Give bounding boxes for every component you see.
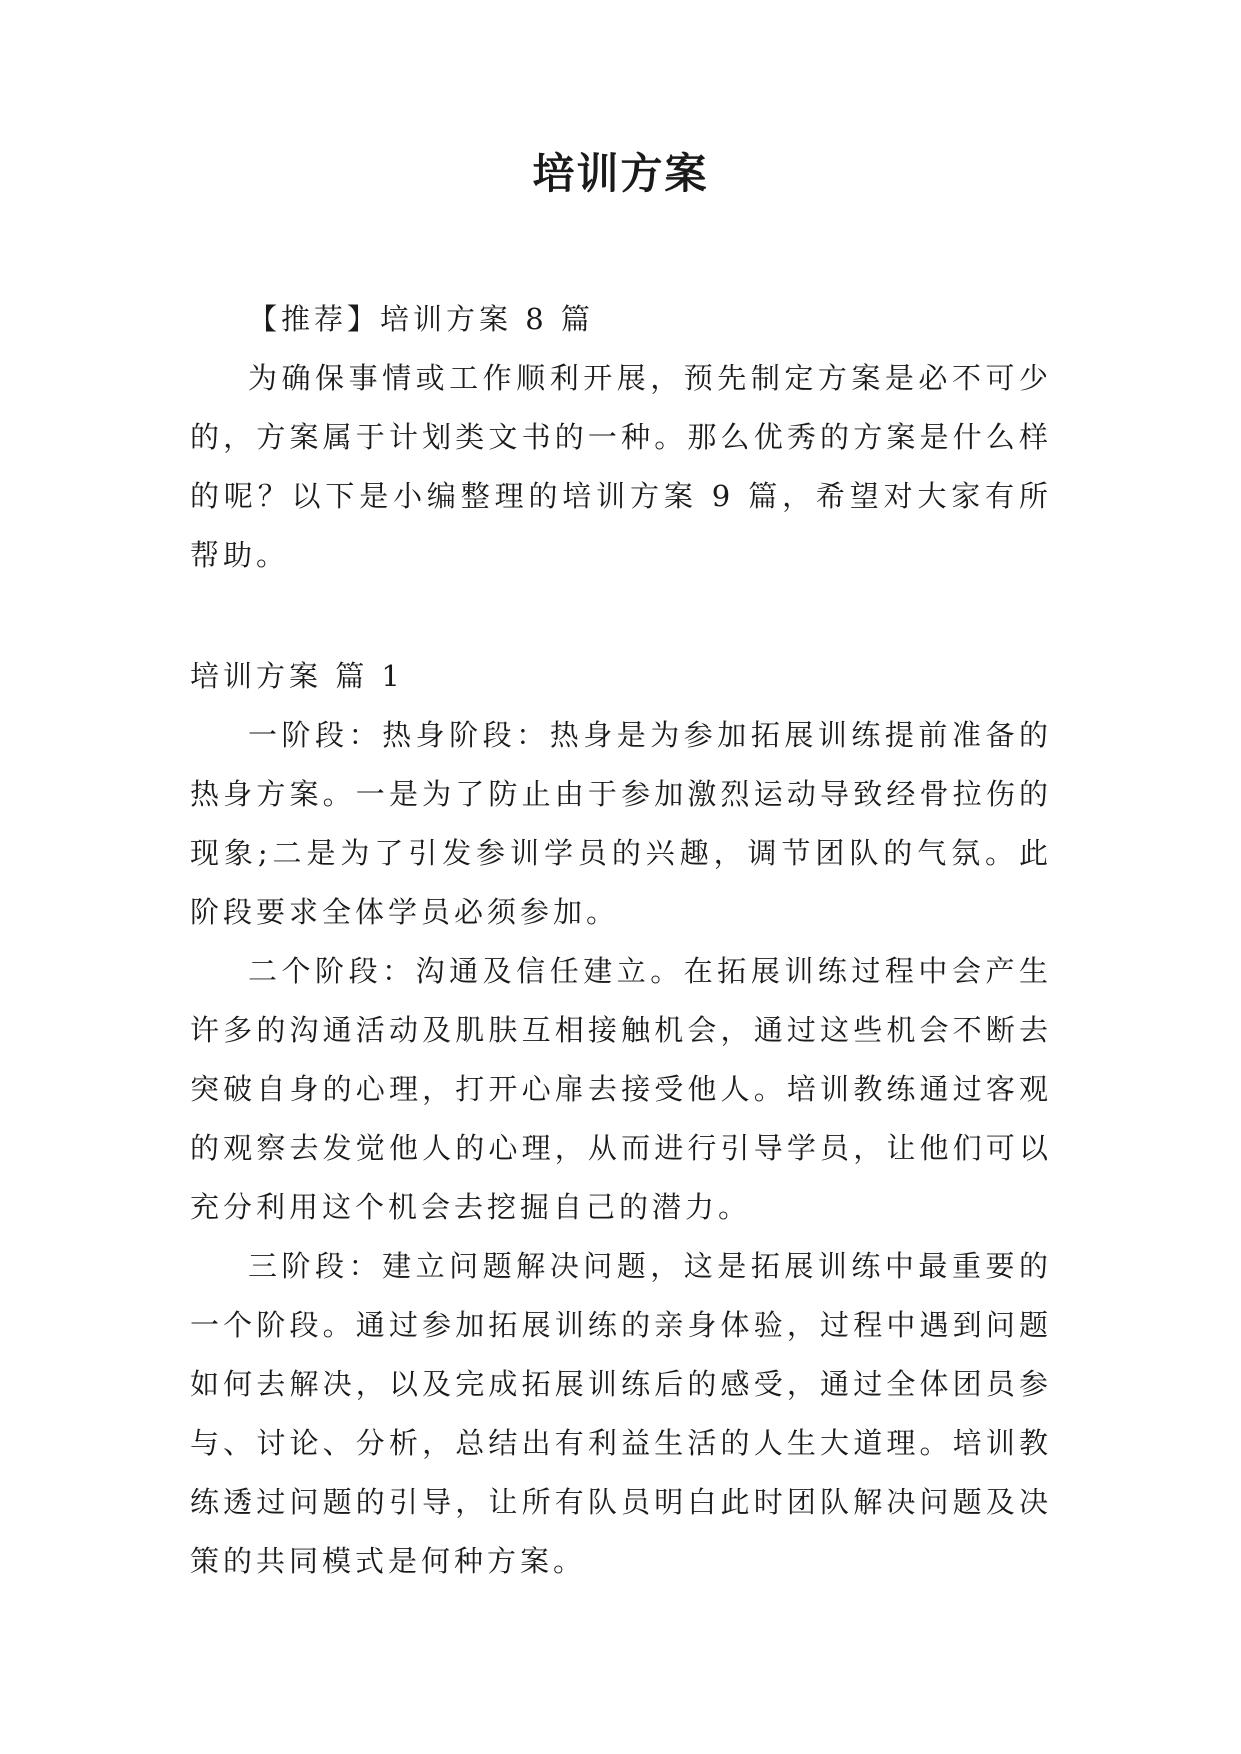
- intro-paragraph: 为确保事情或工作顺利开展，预先制定方案是必不可少的，方案属于计划类文书的一种。那么优秀的方案是什么样的呢？以下是小编整理的培训方案 9 篇，希望对大家有所帮助。: [190, 361, 1052, 572]
- page-title: 培训方案: [532, 149, 709, 198]
- section-heading: 培训方案 篇 1: [190, 659, 404, 693]
- document-subtitle: 【推荐】培训方案 8 篇: [248, 302, 594, 336]
- section-paragraph-2: 二个阶段：沟通及信任建立。在拓展训练过程中会产生许多的沟通活动及肌肤互相接触机会，通过这些机会不断去突破自身的心理，打开心扉去接受他人。培训教练通过客观的观察去发觉他人的心理，从而进行引导学员，让他们可以充分利用这个机会去挖掘自己的潜力。: [190, 954, 1052, 1224]
- document-body: [190, 290, 1052, 1591]
- section-paragraph-1: 一阶段：热身阶段：热身是为参加拓展训练提前准备的热身方案。一是为了防止由于参加激烈运动导致经骨拉伤的现象;二是为了引发参训学员的兴趣，调节团队的气氛。此阶段要求全体学员必须参加。: [190, 718, 1052, 929]
- section-paragraph-3: 三阶段：建立问题解决问题，这是拓展训练中最重要的一个阶段。通过参加拓展训练的亲身体验，过程中遇到问题如何去解决，以及完成拓展训练后的感受，通过全体团员参与、讨论、分析，总结出有利益生活的人生大道理。培训教练透过问题的引导，让所有队员明白此时团队解决问题及决策的共同模式是何种方案。: [190, 1249, 1052, 1578]
